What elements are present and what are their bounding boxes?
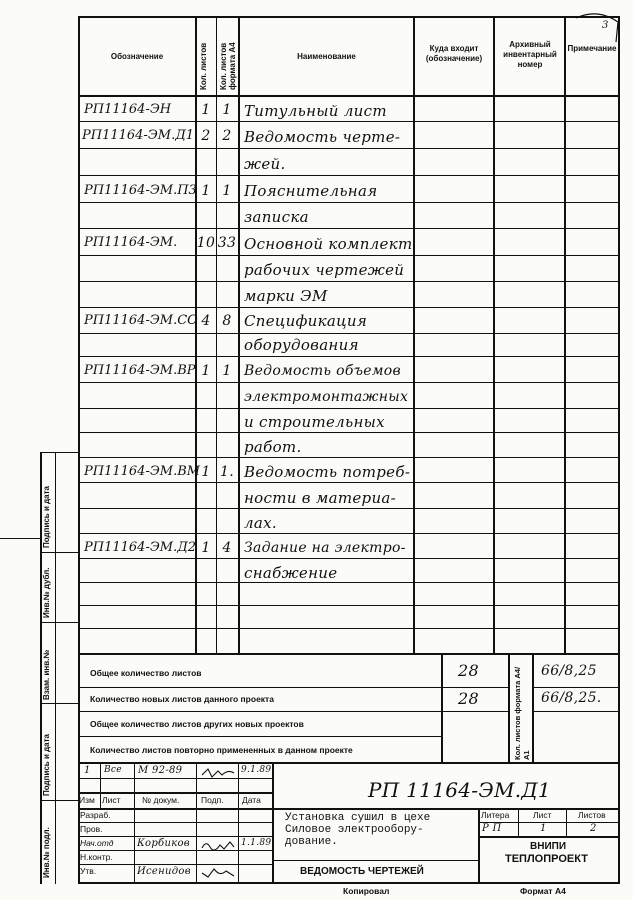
total-all-value: 28 — [458, 661, 479, 680]
dept-head-name: Корбиков — [137, 838, 190, 849]
stamp-sheet-value: 1 — [540, 823, 547, 834]
row-5-code: РП11164-ЭМ.СО — [84, 313, 198, 328]
side-inv-dup: Инв.№ дубл. — [42, 567, 51, 618]
corner-mark — [572, 6, 624, 46]
row-1-name-1: Титульный лист — [244, 102, 387, 120]
stamp-description-1: Установка сушил в цехе — [285, 812, 431, 824]
stamp-col-izm: Изм — [79, 795, 95, 805]
row-8-code: РП11164-ЭМ.Д2 — [84, 540, 197, 555]
stamp-doc-code: РП 11164-ЭМ.Д1 — [368, 778, 551, 802]
stamp-col-doc: № докум. — [142, 795, 180, 805]
row-4-sheets: 10 — [196, 235, 216, 251]
row-2-format: 2 — [222, 128, 232, 144]
row-5-format: 8 — [222, 313, 232, 329]
stamp-description-2: Силовое электрообору- — [285, 824, 424, 836]
row-3-name-2: записка — [244, 208, 309, 226]
header-note: Примечание — [567, 44, 617, 53]
stamp-col-date: Дата — [242, 795, 261, 805]
header-sheets-count: Кол. листов — [199, 42, 208, 90]
side-sign-date-2: Подпись и дата — [42, 734, 51, 796]
rev-number: 1 — [84, 765, 91, 776]
row-7-format: 1. — [220, 464, 234, 480]
row-8-name-2: снабжение — [244, 564, 338, 582]
row-1-format: 1 — [222, 102, 232, 118]
corner-mark-text: 3 — [602, 20, 609, 31]
row-6-name-1: Ведомость объемов — [244, 363, 401, 379]
row-8-format: 4 — [222, 540, 232, 556]
row-1-code: РП11164-ЭН — [84, 102, 172, 117]
row-4-name-1: Основной комплект — [244, 235, 413, 253]
stamp-org-2: ТЕПЛОПРОЕКТ — [505, 853, 588, 865]
approved-name: Исенидов — [137, 866, 191, 877]
stamp-sheet-label: Лист — [533, 810, 552, 820]
approved-signature-icon — [200, 866, 236, 884]
row-8-name-1: Задание на электро- — [244, 540, 406, 556]
stamp-litera-value: Р П — [482, 823, 502, 834]
row-6-code: РП11164-ЭМ.ВР — [84, 363, 196, 378]
role-norm-control: Н.контр. — [80, 852, 113, 862]
row-6-name-3: и строительных — [244, 413, 385, 431]
stamp-col-sign: Подп. — [201, 795, 224, 805]
row-2-code: РП11164-ЭМ.Д1 — [82, 128, 195, 143]
row-7-name-3: лах. — [244, 514, 277, 532]
row-8-sheets: 1 — [201, 540, 211, 556]
row-2-name-1: Ведомость черте- — [244, 128, 401, 146]
row-3-sheets: 1 — [201, 183, 211, 199]
header-where: Куда входит (обозначение) — [425, 44, 483, 63]
total-all-label: Общее количество листов — [90, 668, 202, 678]
row-6-name-4: работ. — [244, 438, 302, 456]
stamp-sheets-label: Листов — [578, 810, 606, 820]
side-inv-orig: Инв.№ подл. — [42, 827, 51, 878]
dept-head-date: 1.1.89 — [241, 838, 272, 848]
rev-signature-icon — [200, 766, 236, 784]
row-5-name-1: Спецификация — [244, 312, 368, 330]
row-6-sheets: 1 — [201, 363, 211, 379]
role-dept-head: Нач.отд — [80, 838, 114, 848]
corner-stroke-icon — [572, 6, 624, 46]
header-archive: Архивный инвентарный номер — [503, 40, 557, 69]
total-other-label: Общее количество листов других новых проектов — [90, 719, 304, 729]
role-approved: Утв. — [80, 866, 97, 876]
stamp-description-3: дование. — [285, 836, 338, 848]
totals-a4-label: Кол. листов формата А4/А1 — [513, 666, 531, 760]
side-sign-date: Подпись и дата — [42, 486, 51, 548]
row-7-name-1: Ведомость потреб- — [244, 463, 411, 481]
row-4-code: РП11164-ЭМ. — [84, 235, 178, 250]
row-2-name-2: жей. — [244, 155, 286, 173]
rev-doc: М 92-89 — [138, 765, 183, 776]
total-new-label: Количество новых листов данного проекта — [90, 694, 274, 704]
total-new-value: 28 — [458, 689, 479, 708]
row-4-format: 33 — [217, 235, 237, 251]
total-a4-new: 66/8,25. — [541, 690, 602, 706]
stamp-sheets-value: 2 — [590, 823, 597, 834]
row-5-name-2: оборудования — [244, 336, 359, 354]
role-developer: Разраб. — [80, 810, 111, 820]
stamp-title: ВЕДОМОСТЬ ЧЕРТЕЖЕЙ — [300, 866, 424, 877]
rev-sheet: Все — [104, 765, 122, 775]
stamp-col-list: Лист — [102, 795, 121, 805]
total-reused-label: Количество листов повторно примененных в данном проекте — [90, 745, 353, 755]
total-a4-all: 66/8,25 — [541, 663, 597, 679]
row-2-sheets: 2 — [201, 128, 211, 144]
row-7-name-2: ности в материа- — [244, 489, 397, 507]
row-3-name-1: Пояснительная — [244, 182, 378, 200]
header-format: Кол. листов формата А4 — [219, 42, 237, 90]
stamp-org-1: ВНИПИ — [530, 841, 567, 852]
header-divider — [78, 95, 620, 97]
row-6-name-2: электромонтажных — [244, 389, 409, 405]
footer-copied: Копировал — [343, 886, 390, 896]
rev-date: 9.1.89 — [241, 765, 272, 775]
side-replace-inv: Взам. инв.№ — [42, 649, 51, 700]
row-1-sheets: 1 — [201, 102, 211, 118]
footer-format: Формат А4 — [520, 886, 566, 896]
row-7-sheets: 1 — [201, 464, 211, 480]
row-5-sheets: 4 — [201, 313, 211, 329]
row-3-format: 1 — [222, 183, 232, 199]
row-6-format: 1 — [222, 363, 232, 379]
header-designation: Обозначение — [110, 52, 164, 61]
row-7-code: РП11164-ЭМ.ВМ — [84, 464, 201, 479]
stamp-litera-label: Литера — [481, 810, 510, 820]
role-checker: Пров. — [80, 824, 103, 834]
row-3-code: РП11164-ЭМ.П3 — [84, 183, 197, 198]
row-4-name-3: марки ЭМ — [244, 287, 328, 305]
row-4-name-2: рабочих чертежей — [244, 261, 405, 279]
header-name: Наименование — [297, 52, 356, 61]
dept-head-signature-icon — [200, 838, 236, 856]
